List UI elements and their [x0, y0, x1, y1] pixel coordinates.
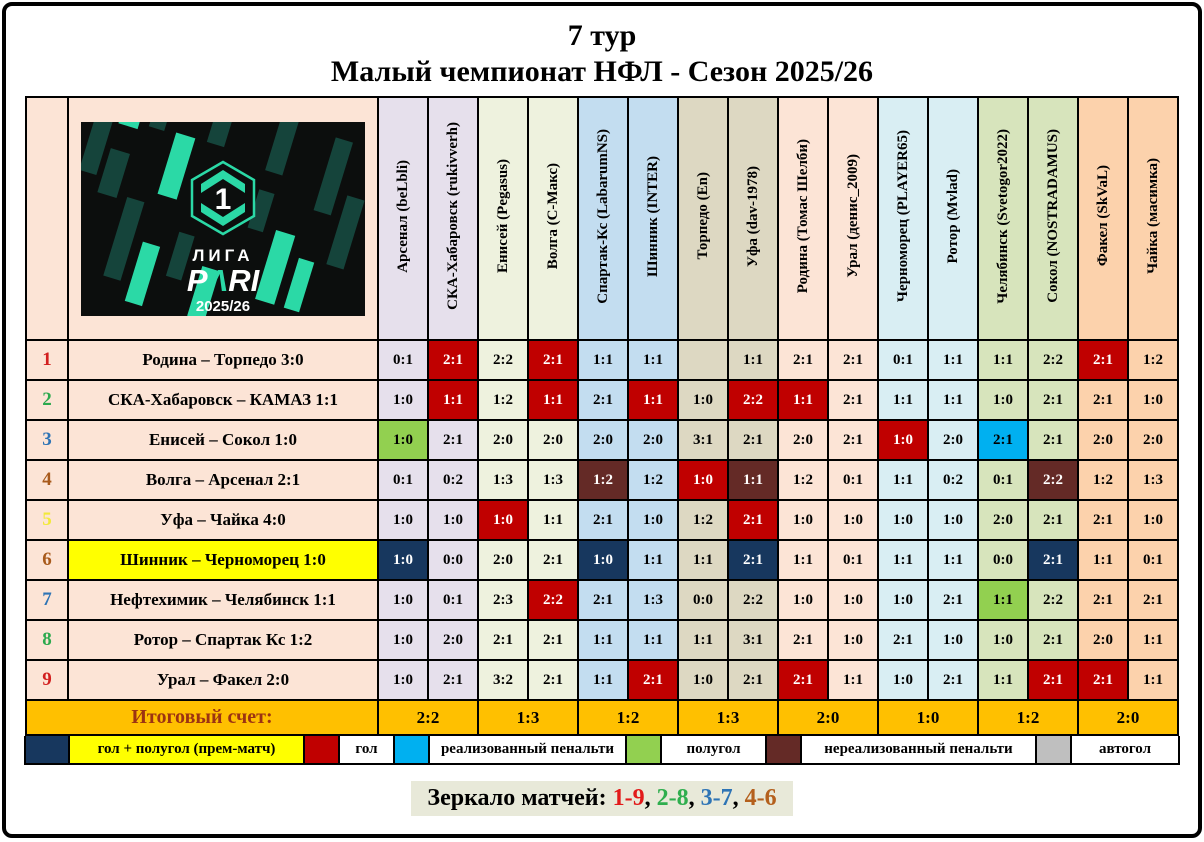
score-cell: 0:0 — [678, 580, 728, 620]
score-cell: 2:0 — [478, 420, 528, 460]
score-cell: 2:0 — [1128, 420, 1178, 460]
column-header-label: Уфа (dav-1978) — [744, 165, 761, 267]
score-cell: 1:0 — [378, 420, 428, 460]
column-header-label: Шинник (INTER) — [644, 155, 661, 277]
score-cell: 2:3 — [478, 580, 528, 620]
mirror-prefix: Зеркало матчей: — [427, 785, 607, 811]
score-cell: 2:1 — [728, 420, 778, 460]
column-header-label: Родина (Томас Шелби) — [794, 138, 811, 294]
score-cell: 2:1 — [1028, 620, 1078, 660]
score-cell: 2:1 — [1028, 500, 1078, 540]
score-cell: 1:1 — [778, 540, 828, 580]
legend-swatch-halfgoal — [625, 736, 660, 763]
score-cell: 2:0 — [1078, 620, 1128, 660]
column-header-7 — [678, 97, 728, 340]
score-cell: 3:2 — [478, 660, 528, 700]
mirror-separator: , — [732, 785, 745, 811]
score-cell: 2:1 — [828, 380, 878, 420]
match-label: Родина – Торпедо 3:0 — [68, 340, 378, 380]
column-header-10 — [828, 97, 878, 340]
score-cell: 2:1 — [728, 660, 778, 700]
score-cell: 2:1 — [528, 340, 578, 380]
score-cell: 2:2 — [1028, 460, 1078, 500]
column-header-9 — [778, 97, 828, 340]
score-cell: 1:0 — [378, 500, 428, 540]
mirror-pair: 4-6 — [744, 785, 777, 811]
column-header-12 — [928, 97, 978, 340]
score-cell: 1:1 — [728, 460, 778, 500]
match-label: Ротор – Спартак Кс 1:2 — [68, 620, 378, 660]
score-cell: 0:1 — [978, 460, 1028, 500]
column-header-16 — [1128, 97, 1178, 340]
score-cell: 2:1 — [778, 660, 828, 700]
score-cell: 1:0 — [1128, 500, 1178, 540]
score-cell: 1:0 — [378, 540, 428, 580]
totals-value: 2:0 — [778, 700, 878, 735]
column-header-label: Енисей (Pegasus) — [494, 158, 511, 273]
score-cell: 2:1 — [528, 620, 578, 660]
score-cell: 3:1 — [678, 420, 728, 460]
score-cell: 1:1 — [628, 540, 678, 580]
column-header-label: СКА-Хабаровск (rukivverh) — [444, 122, 461, 310]
row-number: 7 — [26, 580, 68, 620]
score-cell: 2:1 — [528, 660, 578, 700]
score-cell: 1:0 — [378, 580, 428, 620]
score-cell: 0:0 — [428, 540, 478, 580]
legend-swatch-owngoal — [1035, 736, 1070, 763]
score-cell: 1:0 — [678, 380, 728, 420]
column-header-label: Ротор (Mvlad) — [944, 168, 961, 264]
legend-label-missed-penalty: нереализованный пенальти — [800, 736, 1035, 763]
legend-label-goal: гол — [338, 736, 393, 763]
legend — [24, 736, 1180, 765]
score-cell: 1:1 — [978, 580, 1028, 620]
score-cell: 2:1 — [1028, 660, 1078, 700]
totals-value: 1:3 — [478, 700, 578, 735]
score-cell: 2:1 — [428, 420, 478, 460]
score-cell: 1:1 — [678, 620, 728, 660]
score-cell: 2:1 — [1078, 660, 1128, 700]
logo-brand-ri: RI — [228, 262, 260, 298]
header-row — [26, 97, 1178, 340]
totals-value: 2:0 — [1078, 700, 1178, 735]
score-cell: 2:1 — [1028, 420, 1078, 460]
score-cell: 1:2 — [478, 380, 528, 420]
mirror-pair: 2-8 — [656, 785, 689, 811]
score-cell: 2:0 — [778, 420, 828, 460]
score-cell: 1:0 — [878, 660, 928, 700]
score-cell: 2:2 — [728, 380, 778, 420]
score-cell: 1:0 — [878, 500, 928, 540]
match-label: Урал – Факел 2:0 — [68, 660, 378, 700]
score-cell: 2:1 — [828, 420, 878, 460]
score-cell: 1:0 — [878, 580, 928, 620]
score-cell: 2:1 — [578, 380, 628, 420]
score-cell: 1:0 — [978, 620, 1028, 660]
totals-value: 1:3 — [678, 700, 778, 735]
logo-season-text: 2025/26 — [195, 297, 251, 315]
score-cell: 2:0 — [928, 420, 978, 460]
score-cell: 1:2 — [1078, 460, 1128, 500]
row-number: 5 — [26, 500, 68, 540]
score-cell: 2:1 — [878, 620, 928, 660]
score-cell: 2:0 — [478, 540, 528, 580]
score-cell: 2:2 — [1028, 340, 1078, 380]
score-cell: 2:1 — [478, 620, 528, 660]
score-cell: 1:1 — [878, 380, 928, 420]
mirror-separator: , — [688, 785, 701, 811]
score-cell: 2:2 — [478, 340, 528, 380]
column-header-4 — [528, 97, 578, 340]
row-number: 8 — [26, 620, 68, 660]
score-cell: 2:2 — [1028, 580, 1078, 620]
logo-cell — [68, 97, 378, 340]
table-row — [26, 460, 1178, 500]
score-cell: 2:1 — [1128, 580, 1178, 620]
legend-label-owngoal: автогол — [1070, 736, 1178, 763]
legend-swatch-goal — [303, 736, 338, 763]
score-cell — [678, 340, 728, 380]
legend-label-halfgoal: полугол — [660, 736, 765, 763]
table-row — [26, 580, 1178, 620]
match-label: Нефтехимик – Челябинск 1:1 — [68, 580, 378, 620]
score-cell: 2:1 — [928, 660, 978, 700]
mirror-pairs — [613, 785, 777, 811]
score-cell: 1:2 — [778, 460, 828, 500]
score-cell: 1:0 — [378, 660, 428, 700]
totals-label: Итоговый счет: — [26, 700, 378, 735]
column-header-13 — [978, 97, 1028, 340]
table-row — [26, 340, 1178, 380]
score-cell: 1:1 — [878, 460, 928, 500]
score-cell: 1:1 — [578, 660, 628, 700]
score-cell: 1:1 — [1128, 620, 1178, 660]
score-cell: 2:2 — [528, 580, 578, 620]
score-cell: 2:0 — [978, 500, 1028, 540]
score-cell: 0:1 — [378, 460, 428, 500]
totals-value: 1:2 — [578, 700, 678, 735]
legend-swatch-scored-penalty — [393, 736, 428, 763]
column-header-11 — [878, 97, 928, 340]
score-cell: 1:1 — [628, 620, 678, 660]
score-cell: 1:0 — [828, 620, 878, 660]
score-cell: 2:1 — [428, 340, 478, 380]
score-cell: 1:0 — [678, 660, 728, 700]
column-header-label: Арсенал (beLbli) — [394, 159, 411, 273]
score-cell: 2:1 — [628, 660, 678, 700]
score-cell: 1:0 — [778, 500, 828, 540]
column-header-label: Урал (денис_2009) — [844, 154, 861, 278]
logo-brand-arrow-icon: Λ — [207, 262, 229, 298]
score-cell: 0:2 — [428, 460, 478, 500]
score-cell: 1:0 — [378, 620, 428, 660]
logo-league-text: ЛИГА — [192, 245, 254, 265]
column-header-label: Чайка (масимка) — [1144, 158, 1161, 274]
mirror-pair: 3-7 — [700, 785, 733, 811]
column-header-1 — [378, 97, 428, 340]
score-cell: 2:1 — [778, 620, 828, 660]
score-cell: 1:0 — [1128, 380, 1178, 420]
score-cell: 0:1 — [378, 340, 428, 380]
score-cell: 1:1 — [928, 380, 978, 420]
table-row — [26, 620, 1178, 660]
score-cell: 0:2 — [928, 460, 978, 500]
score-cell: 1:3 — [1128, 460, 1178, 500]
row-number: 6 — [26, 540, 68, 580]
mirror-inner — [411, 781, 792, 816]
score-cell: 1:1 — [578, 620, 628, 660]
score-cell: 2:1 — [828, 340, 878, 380]
score-cell: 1:0 — [828, 500, 878, 540]
score-cell: 2:0 — [428, 620, 478, 660]
score-cell: 2:1 — [728, 500, 778, 540]
score-cell: 2:2 — [728, 580, 778, 620]
score-cell: 1:2 — [678, 500, 728, 540]
predictions-table — [25, 96, 1179, 736]
score-cell: 1:1 — [578, 340, 628, 380]
score-cell: 2:1 — [1028, 540, 1078, 580]
score-cell: 1:0 — [928, 620, 978, 660]
score-cell: 1:1 — [978, 660, 1028, 700]
match-label: СКА-Хабаровск – КАМАЗ 1:1 — [68, 380, 378, 420]
row-number: 9 — [26, 660, 68, 700]
column-header-label: Черноморец (PLAYER65) — [894, 129, 911, 303]
column-header-8 — [728, 97, 778, 340]
score-cell: 1:0 — [628, 500, 678, 540]
score-cell: 2:1 — [1078, 380, 1128, 420]
score-cell: 1:1 — [778, 380, 828, 420]
score-cell: 1:0 — [578, 540, 628, 580]
score-cell: 1:0 — [778, 580, 828, 620]
legend-swatch-missed-penalty — [765, 736, 800, 763]
page-frame — [2, 2, 1202, 838]
score-cell: 1:0 — [878, 420, 928, 460]
score-cell: 2:1 — [578, 580, 628, 620]
totals-value: 1:2 — [978, 700, 1078, 735]
column-header-6 — [628, 97, 678, 340]
score-cell: 1:1 — [628, 380, 678, 420]
score-cell: 2:0 — [578, 420, 628, 460]
column-header-label: Сокол (NOSTRADAMUS) — [1044, 129, 1061, 303]
score-cell: 2:1 — [728, 540, 778, 580]
column-header-label: Спартак-Кс (LabarumNS) — [594, 128, 611, 304]
score-cell: 1:1 — [678, 540, 728, 580]
logo-wrap — [69, 122, 377, 316]
score-cell: 2:1 — [928, 580, 978, 620]
score-cell: 2:1 — [528, 540, 578, 580]
score-cell: 1:0 — [478, 500, 528, 540]
score-cell: 0:1 — [878, 340, 928, 380]
score-cell: 2:0 — [1078, 420, 1128, 460]
score-cell: 1:0 — [828, 580, 878, 620]
legend-label-goal-plus-halfgoal: гол + полугол (прем-матч) — [68, 736, 303, 763]
column-header-3 — [478, 97, 528, 340]
totals-value: 1:0 — [878, 700, 978, 735]
score-cell: 2:1 — [1078, 580, 1128, 620]
score-cell: 0:1 — [828, 460, 878, 500]
score-cell: 2:1 — [578, 500, 628, 540]
logo-brand-p: P — [186, 262, 208, 298]
score-cell: 1:0 — [928, 500, 978, 540]
column-header-label: Торпедо (En) — [694, 172, 711, 260]
column-header-label: Факел (SkVaL) — [1094, 165, 1111, 267]
score-cell: 3:1 — [728, 620, 778, 660]
mirror-pair: 1-9 — [612, 785, 645, 811]
match-label: Шинник – Черноморец 1:0 — [68, 540, 378, 580]
pari-league-logo — [81, 122, 365, 316]
score-cell: 0:1 — [828, 540, 878, 580]
score-cell: 1:0 — [978, 380, 1028, 420]
round-title: 7 тур — [567, 19, 637, 52]
championship-title: Малый чемпионат НФЛ - Сезон 2025/26 — [330, 55, 874, 88]
table-row — [26, 420, 1178, 460]
score-cell: 0:1 — [428, 580, 478, 620]
mirror-separator: , — [644, 785, 657, 811]
totals-value: 2:2 — [378, 700, 478, 735]
score-cell: 0:1 — [1128, 540, 1178, 580]
score-cell: 1:3 — [478, 460, 528, 500]
score-cell: 1:2 — [1128, 340, 1178, 380]
column-header-5 — [578, 97, 628, 340]
score-cell: 1:1 — [828, 660, 878, 700]
table-row — [26, 500, 1178, 540]
score-cell: 2:1 — [1078, 500, 1128, 540]
score-cell: 1:1 — [528, 500, 578, 540]
score-cell: 1:1 — [628, 340, 678, 380]
score-cell: 2:0 — [628, 420, 678, 460]
column-header-14 — [1028, 97, 1078, 340]
column-header-2 — [428, 97, 478, 340]
score-cell: 2:1 — [778, 340, 828, 380]
table-row — [26, 540, 1178, 580]
row-number: 4 — [26, 460, 68, 500]
mirror-note — [6, 781, 1198, 816]
score-cell: 1:1 — [928, 340, 978, 380]
match-label: Уфа – Чайка 4:0 — [68, 500, 378, 540]
column-header-label: Челябинск (Svetogor2022) — [994, 128, 1011, 304]
score-cell: 1:1 — [978, 340, 1028, 380]
column-header-label: Волга (С-Макс) — [544, 162, 561, 270]
legend-swatch-goal-plus-halfgoal — [26, 736, 68, 763]
score-cell: 1:2 — [578, 460, 628, 500]
score-cell: 1:1 — [428, 380, 478, 420]
row-number: 3 — [26, 420, 68, 460]
column-header-15 — [1078, 97, 1128, 340]
score-cell: 2:1 — [428, 660, 478, 700]
table-row — [26, 660, 1178, 700]
match-label: Енисей – Сокол 1:0 — [68, 420, 378, 460]
score-cell: 1:3 — [628, 580, 678, 620]
score-cell: 1:1 — [928, 540, 978, 580]
score-cell: 1:2 — [628, 460, 678, 500]
score-cell: 1:1 — [1078, 540, 1128, 580]
legend-label-scored-penalty: реализованный пенальти — [428, 736, 625, 763]
row-number: 1 — [26, 340, 68, 380]
match-label: Волга – Арсенал 2:1 — [68, 460, 378, 500]
score-cell: 2:1 — [1028, 380, 1078, 420]
score-cell: 1:1 — [878, 540, 928, 580]
score-cell: 0:0 — [978, 540, 1028, 580]
score-cell: 1:0 — [378, 380, 428, 420]
score-cell: 1:1 — [1128, 660, 1178, 700]
table-row — [26, 380, 1178, 420]
page-title — [6, 18, 1198, 90]
logo-brand-text — [187, 263, 261, 298]
row-number: 2 — [26, 380, 68, 420]
score-cell: 1:3 — [528, 460, 578, 500]
score-cell: 1:1 — [528, 380, 578, 420]
score-cell: 2:0 — [528, 420, 578, 460]
score-cell: 1:0 — [428, 500, 478, 540]
score-cell: 2:1 — [1078, 340, 1128, 380]
corner-cell — [26, 97, 68, 340]
score-cell: 1:1 — [728, 340, 778, 380]
score-cell: 1:0 — [678, 460, 728, 500]
logo-number: 1 — [214, 182, 232, 216]
score-cell: 2:1 — [978, 420, 1028, 460]
totals-row — [26, 700, 1178, 735]
table-body — [26, 97, 1178, 735]
